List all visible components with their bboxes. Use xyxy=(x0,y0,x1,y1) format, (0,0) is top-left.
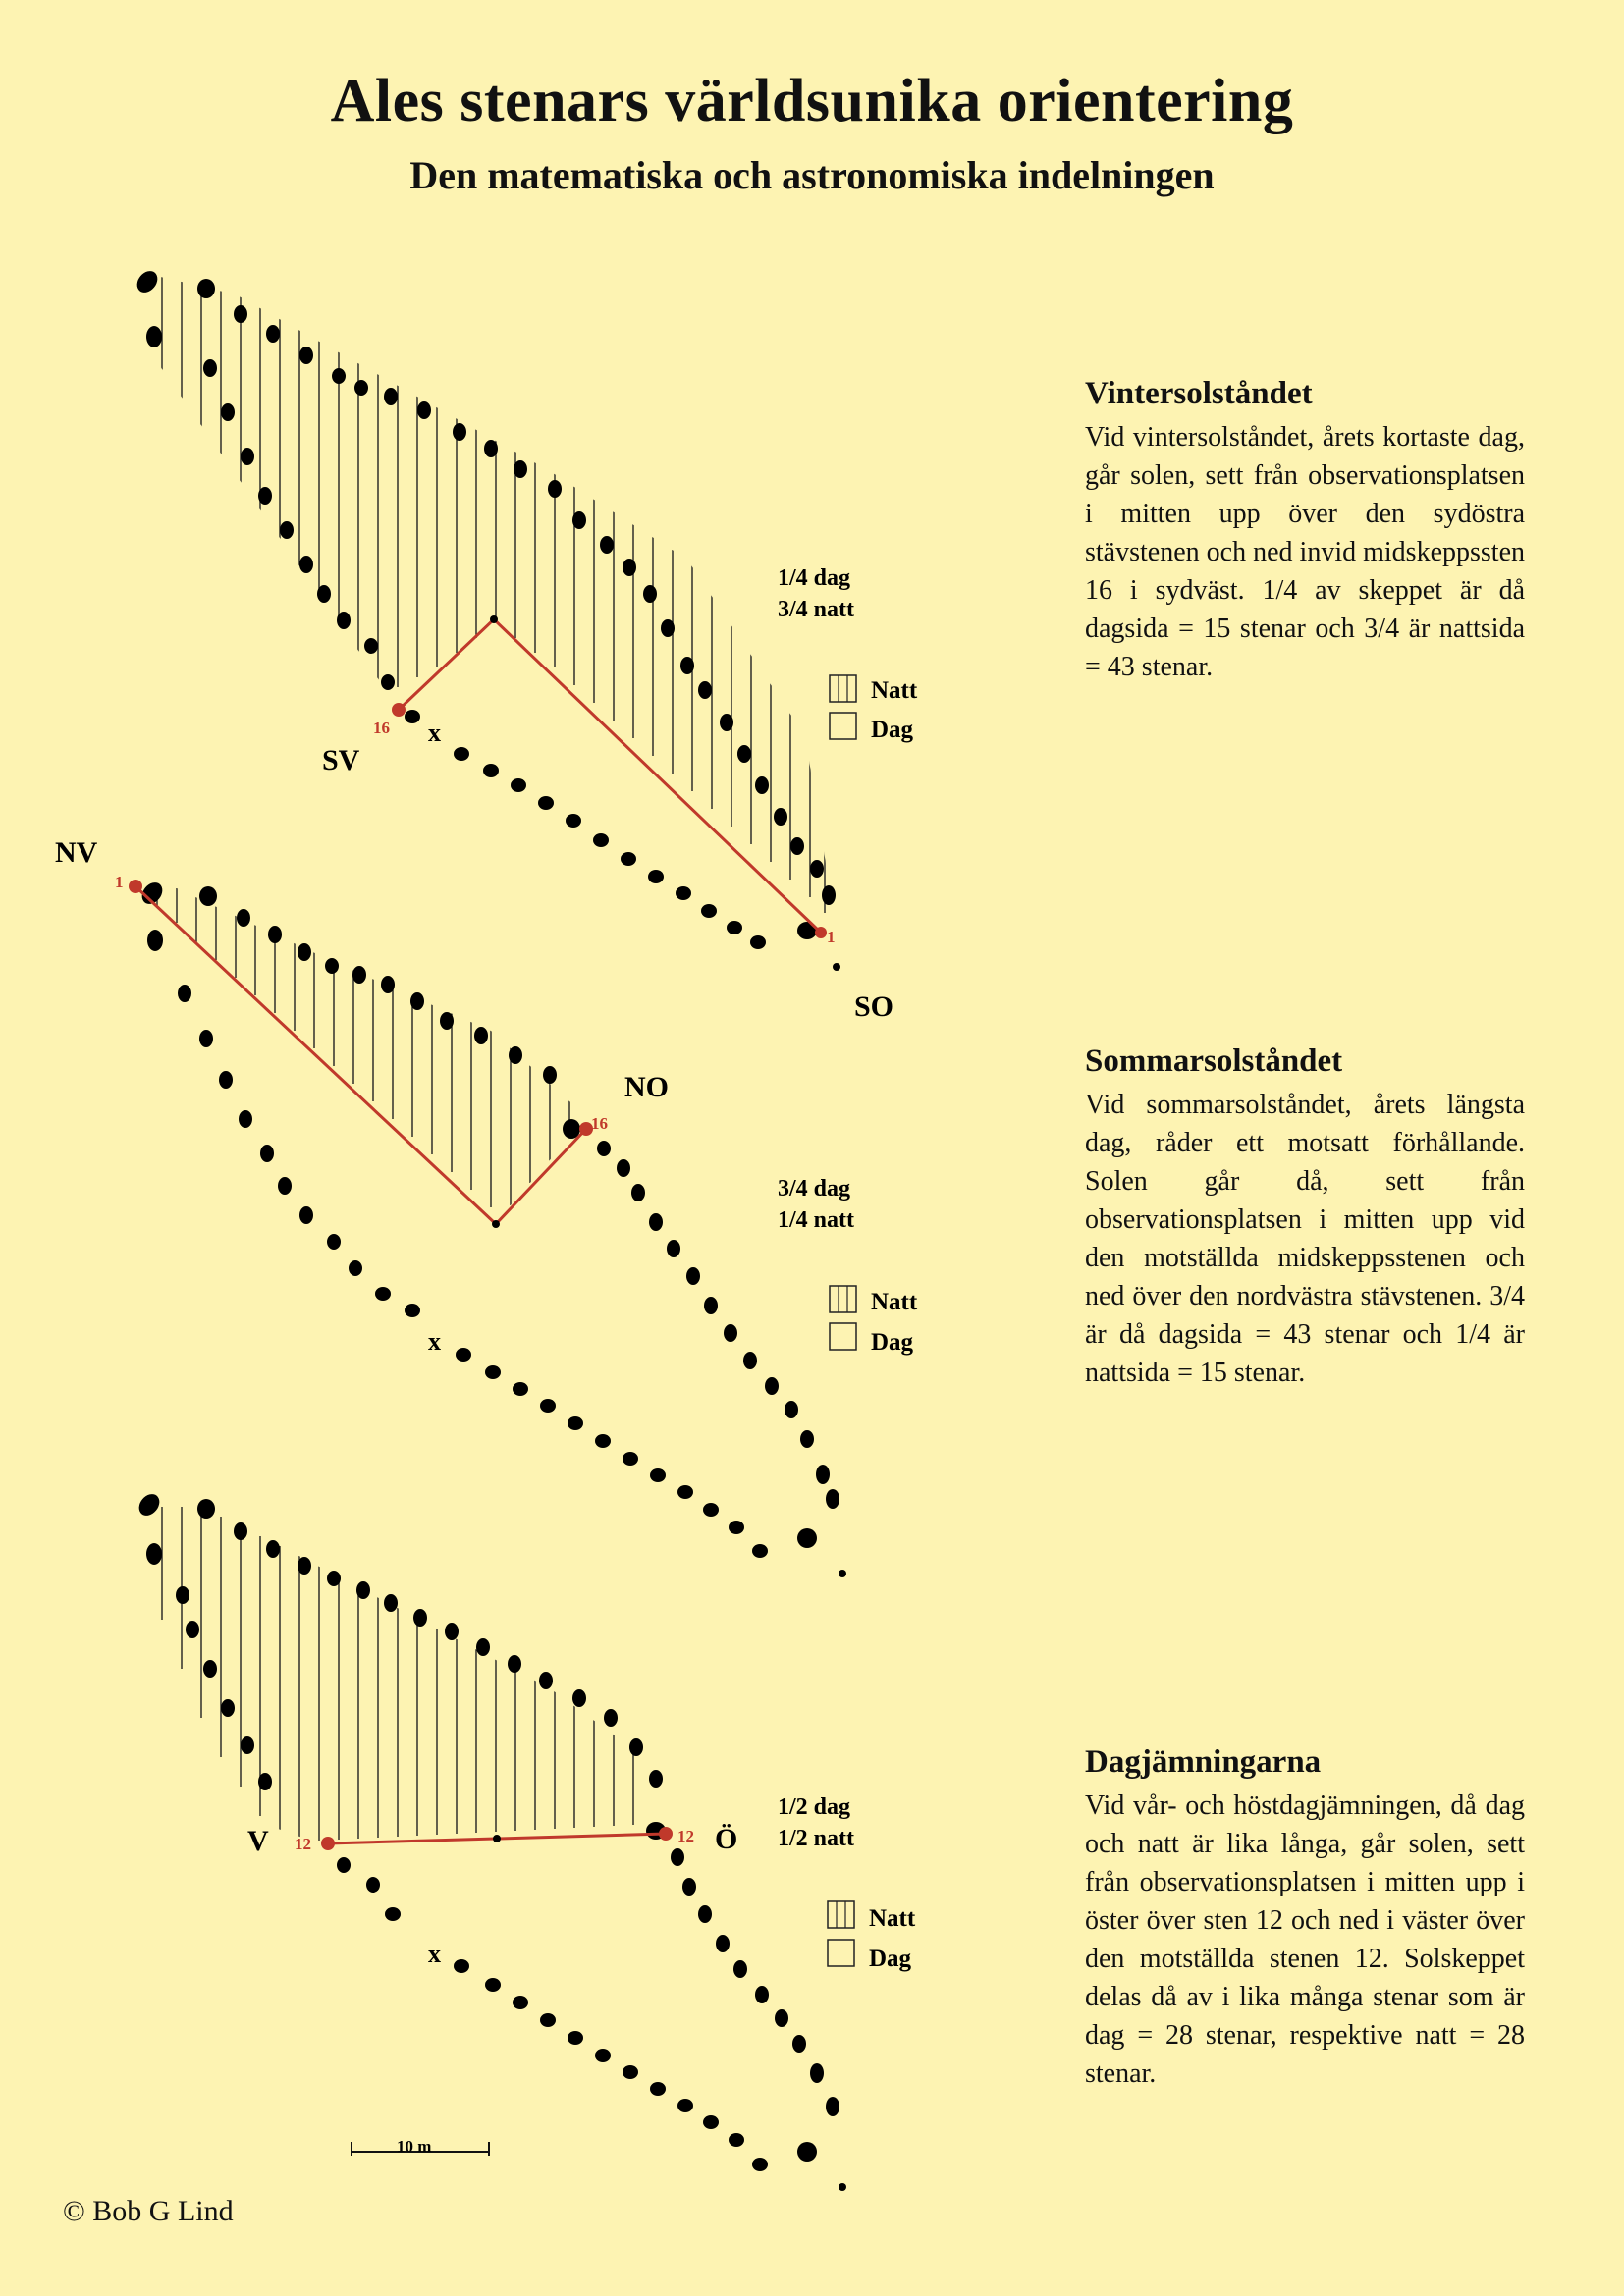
legend-summer xyxy=(830,1286,918,1356)
equinox-text: Vid vår- och höstdagjämningen, då dag och natt är lika långa, går solen, sett från observationsplatsen i mitten upp i öster över sten 12 och ned i väster över den motställda stenen 12. Solskeppet delas då av i lika många stenar som är dag = 28 stenar, respektive natt = 28 stenar. xyxy=(1085,1790,1525,2089)
stone-number-b-summer: 16 xyxy=(591,1114,608,1133)
ship-summer xyxy=(55,836,918,1577)
stone-number-b-winter: 1 xyxy=(827,928,836,946)
ratio-night-summer: 1/4 natt xyxy=(778,1207,854,1233)
stones-equinox xyxy=(135,1490,846,2191)
ratio-night-winter: 3/4 natt xyxy=(778,597,854,622)
stone-marker-12-west xyxy=(321,1837,335,1850)
stone-number-a-equinox: 12 xyxy=(295,1835,311,1853)
direction-so: SO xyxy=(854,990,894,1023)
legend-day-label-summer: Dag xyxy=(871,1329,914,1356)
stone-marker-1-winter xyxy=(815,927,827,938)
winter-heading: Vintersolståndet xyxy=(1085,376,1313,411)
stone-number-a-winter: 16 xyxy=(373,719,390,737)
center-point-summer xyxy=(492,1220,500,1228)
stone-number-a-summer: 1 xyxy=(115,873,124,891)
night-hatching-winter xyxy=(162,275,825,913)
summer-description xyxy=(1085,1043,1525,1392)
stone-marker-1-summer xyxy=(129,880,142,893)
copyright: © Bob G Lind xyxy=(63,2195,234,2227)
stone-number-b-equinox: 12 xyxy=(677,1827,694,1845)
legend-equinox xyxy=(828,1901,916,1972)
ratio-night-equinox: 1/2 natt xyxy=(778,1826,854,1851)
scale-bar xyxy=(352,2137,489,2156)
center-point-equinox xyxy=(493,1835,501,1842)
ratio-day-equinox: 1/2 dag xyxy=(778,1794,851,1820)
stones-summer xyxy=(137,879,846,1577)
ship-winter xyxy=(133,267,917,1023)
night-hatching-equinox xyxy=(162,1507,633,1841)
equinox-description xyxy=(1085,1744,1525,2093)
night-hatching-summer xyxy=(157,888,569,1207)
page-title: Ales stenars världsunika orientering xyxy=(330,68,1294,134)
sun-line-winter xyxy=(399,619,821,933)
direction-v: V xyxy=(247,1825,269,1857)
scale-label: 10 m xyxy=(397,2137,432,2156)
direction-o: Ö xyxy=(715,1823,738,1855)
direction-nv: NV xyxy=(55,836,98,869)
ratio-day-winter: 1/4 dag xyxy=(778,565,851,591)
observation-marker-winter: x xyxy=(428,719,441,747)
legend-winter xyxy=(830,675,918,743)
legend-day-label-equinox: Dag xyxy=(869,1946,912,1972)
ship-equinox xyxy=(135,1490,915,2191)
observation-marker-equinox: x xyxy=(428,1940,441,1968)
center-point-winter xyxy=(490,615,498,623)
page-subtitle: Den matematiska och astronomiska indelningen xyxy=(409,153,1215,197)
legend-day-label-winter: Dag xyxy=(871,717,914,743)
winter-description xyxy=(1085,376,1525,686)
summer-heading: Sommarsolståndet xyxy=(1085,1043,1343,1079)
legend-night-label-summer: Natt xyxy=(871,1289,918,1315)
legend-night-label-equinox: Natt xyxy=(869,1905,916,1932)
observation-marker-summer: x xyxy=(428,1327,441,1356)
legend-night-label-winter: Natt xyxy=(871,677,918,704)
stone-marker-16-winter xyxy=(392,703,406,717)
direction-sv: SV xyxy=(322,744,360,776)
stones-winter xyxy=(133,267,840,971)
equinox-heading: Dagjämningarna xyxy=(1085,1744,1322,1780)
stone-marker-12-east xyxy=(659,1827,673,1841)
winter-text: Vid vintersolståndet, årets kortaste dag, går solen, sett från observationsplatsen i mitten upp över den sydöstra stävstenen och ned invid midskeppssten 16 i sydväst. 1/4 av skeppet är då dagsida = 15 stenar och 3/4 är nattsida = 43 stenar. xyxy=(1085,422,1525,682)
ratio-day-summer: 3/4 dag xyxy=(778,1176,851,1201)
summer-text: Vid sommarsolståndet, årets längsta dag, råder ett motsatt förhållande. Solen går då, sett från observationsplatsen i mitten upp vid den motställda midskeppsstenen och ned över den nordvästra stävstenen. 3/4 är då dagsida = 43 stenar och 1/4 är nattsida = 15 stenar. xyxy=(1085,1090,1525,1388)
direction-no: NO xyxy=(624,1071,669,1103)
